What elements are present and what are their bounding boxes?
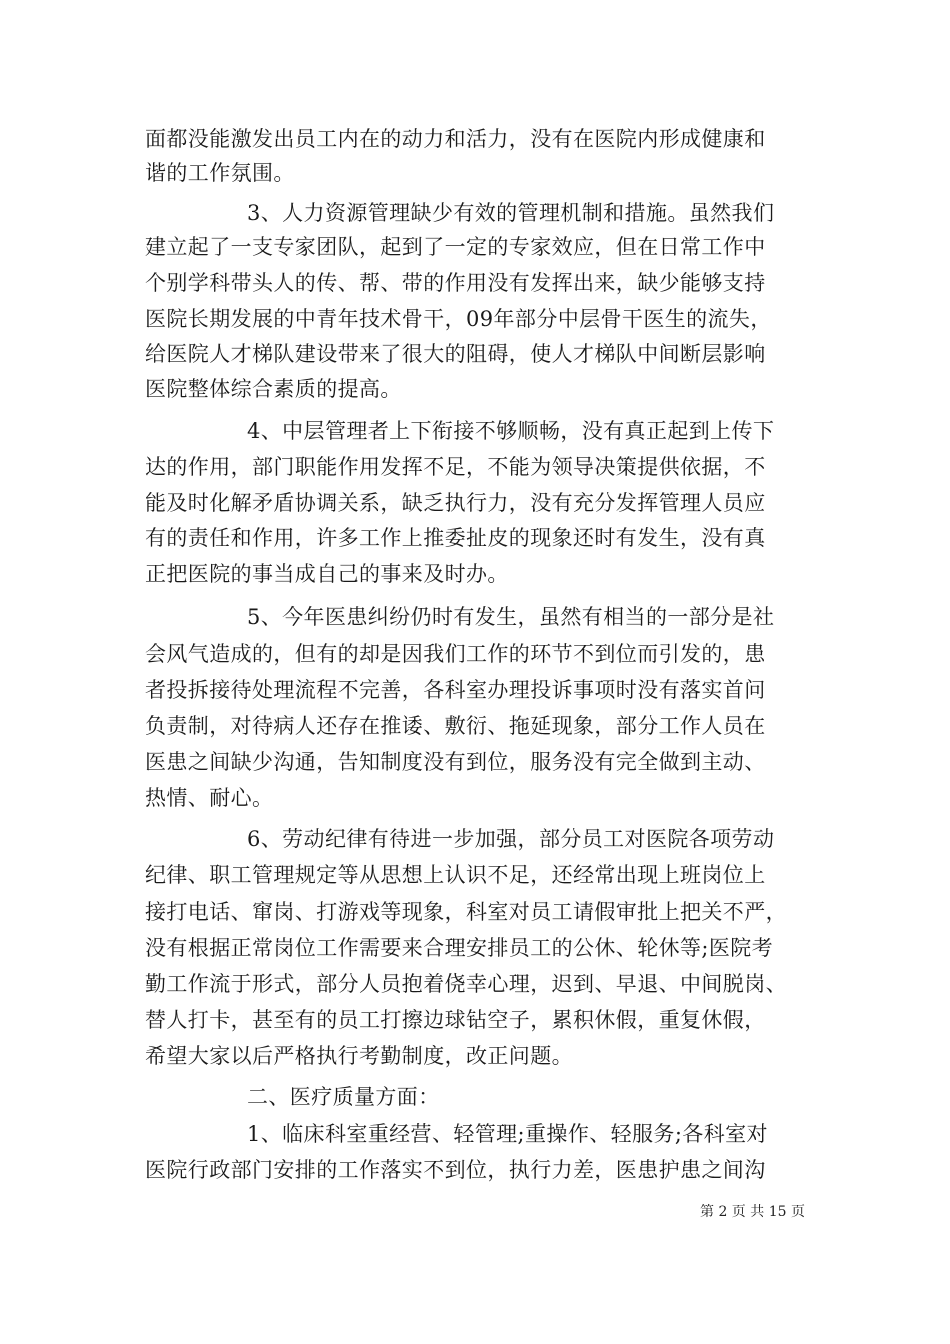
text-line: 负责制，对待病人还存在推诿、敷衍、拖延现象，部分工作人员在 <box>145 714 766 738</box>
text-line: 医院长期发展的中青年技术骨干，09年部分中层骨干医生的流失， <box>145 307 772 331</box>
text-line: 正把医院的事当成自己的事来及时办。 <box>145 562 509 586</box>
text-line: 替人打卡，甚至有的员工打擦边球钻空子，累积休假，重复休假， <box>145 1008 766 1032</box>
text-line: 1、临床科室重经营、轻管理;重操作、轻服务;各科室对 <box>247 1122 768 1146</box>
text-line: 勤工作流于形式，部分人员抱着侥幸心理，迟到、早退、中间脱岗、 <box>145 972 787 996</box>
text-line: 建立起了一支专家团队，起到了一定的专家效应，但在日常工作中 <box>145 235 766 259</box>
text-line: 者投拆接待处理流程不完善，各科室办理投诉事项时没有落实首问 <box>145 678 766 702</box>
text-line: 3、人力资源管理缺少有效的管理机制和措施。虽然我们 <box>247 201 775 225</box>
text-line: 谐的工作氛围。 <box>145 161 295 185</box>
text-line: 给医院人才梯队建设带来了很大的阻碍，使人才梯队中间断层影响 <box>145 342 766 366</box>
text-line: 医院行政部门安排的工作落实不到位，执行力差，医患护患之间沟 <box>145 1158 766 1182</box>
text-line: 6、劳动纪律有待进一步加强，部分员工对医院各项劳动 <box>247 827 775 851</box>
text-line: 5、今年医患纠纷仍时有发生，虽然有相当的一部分是社 <box>247 605 775 629</box>
text-line: 有的责任和作用，许多工作上推委扯皮的现象还时有发生，没有真 <box>145 526 766 550</box>
text-line: 医患之间缺少沟通，告知制度没有到位，服务没有完全做到主动、 <box>145 750 766 774</box>
text-line: 个别学科带头人的传、帮、带的作用没有发挥出来，缺少能够支持 <box>145 271 766 295</box>
text-line: 面都没能激发出员工内在的动力和活力，没有在医院内形成健康和 <box>145 127 766 151</box>
text-line: 医院整体综合素质的提高。 <box>145 377 402 401</box>
text-line: 热情、耐心。 <box>145 786 274 810</box>
text-line: 能及时化解矛盾协调关系，缺乏执行力，没有充分发挥管理人员应 <box>145 491 766 515</box>
text-line: 纪律、职工管理规定等从思想上认识不足，还经常出现上班岗位上 <box>145 863 766 887</box>
text-line: 会风气造成的，但有的却是因我们工作的环节不到位而引发的，患 <box>145 642 766 666</box>
page-number: 第 2 页 共 15 页 <box>700 1204 805 1220</box>
text-line: 没有根据正常岗位工作需要来合理安排员工的公休、轮休等;医院考 <box>145 936 774 960</box>
section-heading: 二、医疗质量方面： <box>247 1085 440 1109</box>
text-line: 达的作用，部门职能作用发挥不足，不能为领导决策提供依据，不 <box>145 455 766 479</box>
text-line: 希望大家以后严格执行考勤制度，改正问题。 <box>145 1044 573 1068</box>
text-line: 接打电话、窜岗、打游戏等现象，科室对员工请假审批上把关不严， <box>145 900 787 924</box>
text-line: 4、中层管理者上下衔接不够顺畅，没有真正起到上传下 <box>247 419 775 443</box>
